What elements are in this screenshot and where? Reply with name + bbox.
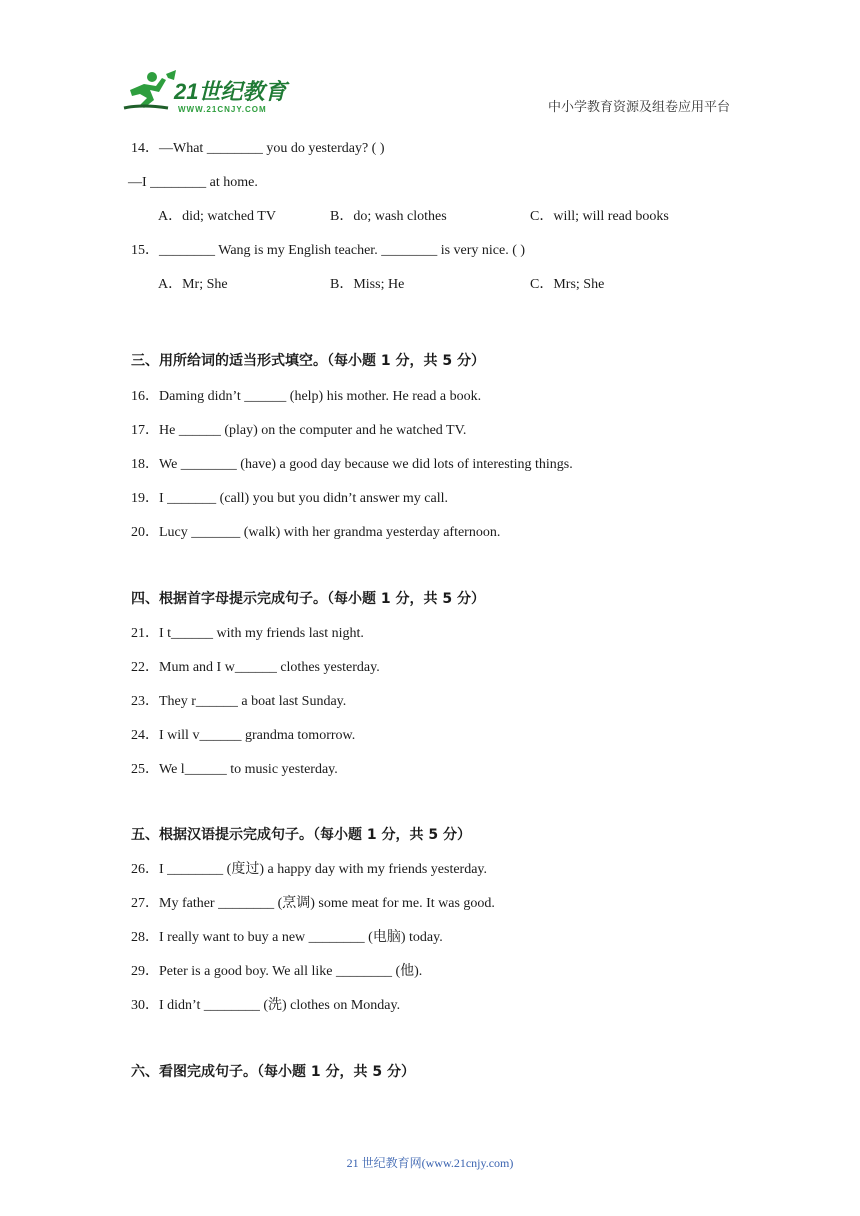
page-footer[interactable]: 21 世纪教育网(www.21cnjy.com) xyxy=(346,1156,514,1170)
question-14-option-a[interactable]: A．did; watched TV xyxy=(158,209,276,224)
question-14-text: 14．—What ________ you do yesterday? ( ) xyxy=(131,141,385,156)
question-29: 29．Peter is a good boy. We all like ________ (他). xyxy=(131,964,423,979)
section-3-title: 三、用所给词的适当形式填空。（每小题 1 分，共 5 分） xyxy=(131,353,485,369)
question-17: 17．He ______ (play) on the computer and he watched TV. xyxy=(131,423,467,438)
section-4-title: 四、根据首字母提示完成句子。（每小题 1 分，共 5 分） xyxy=(131,591,485,607)
runner-icon xyxy=(124,70,176,108)
question-26: 26．I ________ (度过) a happy day with my friends yesterday. xyxy=(131,862,488,877)
question-20: 20．Lucy _______ (walk) with her grandma yesterday afternoon. xyxy=(131,525,501,540)
question-14-reply: —I ________ at home. xyxy=(128,175,258,190)
question-14-option-b[interactable]: B．do; wash clothes xyxy=(330,209,447,224)
section-5-title: 五、根据汉语提示完成句子。（每小题 1 分，共 5 分） xyxy=(131,827,471,843)
question-15-option-c[interactable]: C．Mrs; She xyxy=(530,277,605,292)
page-header xyxy=(0,0,860,125)
question-24: 24．I will v______ grandma tomorrow. xyxy=(131,728,356,743)
logo-21cnjy xyxy=(122,68,292,116)
question-15-option-b[interactable]: B．Miss; He xyxy=(330,277,405,292)
question-21: 21．I t______ with my friends last night. xyxy=(131,626,364,641)
logo-text: 21世纪教育 xyxy=(174,79,287,104)
question-16: 16．Daming didn’t ______ (help) his mother. He read a book. xyxy=(131,389,482,404)
question-22: 22．Mum and I w______ clothes yesterday. xyxy=(131,660,380,675)
question-18: 18．We ________ (have) a good day because we did lots of interesting things. xyxy=(131,457,573,472)
question-30: 30．I didn’t ________ (洗) clothes on Monday. xyxy=(131,998,401,1013)
question-28: 28．I really want to buy a new ________ (电脑) today. xyxy=(131,930,443,945)
question-19: 19．I _______ (call) you but you didn’t answer my call. xyxy=(131,491,449,506)
question-15-text: 15．________ Wang is my English teacher. ________ is very nice. ( ) xyxy=(131,243,526,258)
logo-url: WWW.21CNJY.COM xyxy=(178,105,267,114)
platform-label: 中小学教育资源及组卷应用平台 xyxy=(548,99,731,114)
section-6-title: 六、看图完成句子。（每小题 1 分，共 5 分） xyxy=(131,1064,415,1080)
question-23: 23．They r______ a boat last Sunday. xyxy=(131,694,347,709)
question-25: 25．We l______ to music yesterday. xyxy=(131,762,338,777)
question-27: 27．My father ________ (烹调) some meat for me. It was good. xyxy=(131,896,495,911)
question-15-option-a[interactable]: A．Mr; She xyxy=(158,277,228,292)
question-14-option-c[interactable]: C．will; will read books xyxy=(530,209,669,224)
